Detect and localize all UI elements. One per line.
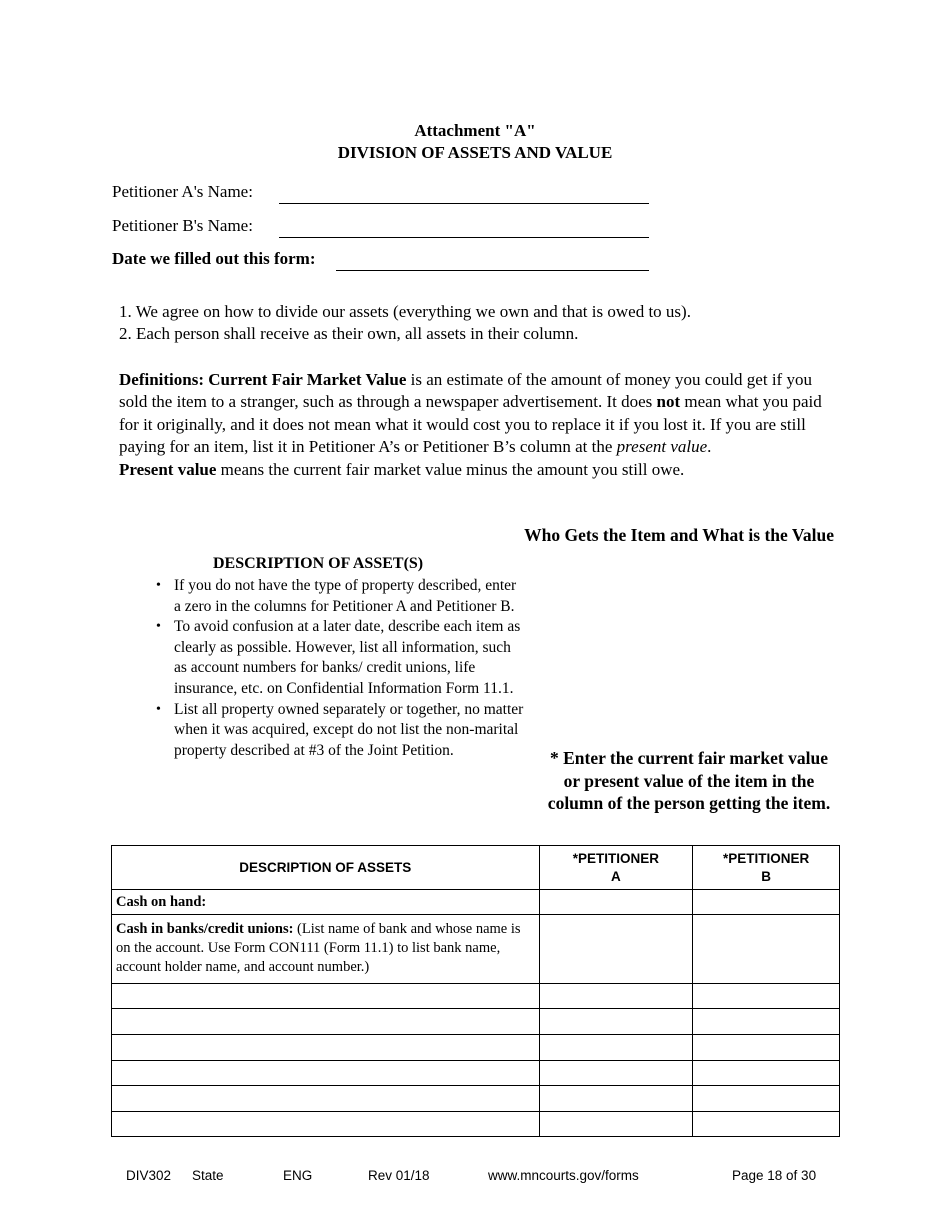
- present-value-term: Present value: [119, 459, 217, 479]
- footer-url[interactable]: www.mncourts.gov/forms: [488, 1168, 639, 1183]
- petitioner-b-value-cell[interactable]: [693, 1061, 840, 1086]
- enter-value-note: * Enter the current fair market value or present value of the item in the column of the person getting the item.: [547, 748, 831, 813]
- petitioner-b-value-cell[interactable]: [693, 1112, 840, 1137]
- attachment-label: Attachment "A": [414, 121, 536, 140]
- cash-in-banks-petitioner-b-cell[interactable]: [693, 915, 840, 984]
- table-header-row: [112, 846, 840, 890]
- description-bullet: • List all property owned separately or together, no matter when it was acquired, except do not list the non-marital property described at #3 of the Joint Petition.: [156, 700, 524, 759]
- footer-page-number: Page 18 of 30: [732, 1168, 817, 1183]
- date-field[interactable]: [336, 252, 649, 271]
- definitions-not: not: [656, 392, 681, 412]
- footer-state: State: [192, 1168, 224, 1183]
- page-title: DIVISION OF ASSETS AND VALUE: [337, 143, 613, 162]
- table-row: [112, 984, 840, 1009]
- petitioner-b-value-cell[interactable]: [693, 1086, 840, 1112]
- table-row: [112, 1035, 840, 1061]
- petitioner-a-value-cell[interactable]: [539, 1086, 693, 1112]
- date-label: Date we filled out this form:: [112, 249, 316, 268]
- petitioner-a-label: Petitioner A's Name:: [112, 182, 253, 201]
- agreement-list: [119, 301, 839, 346]
- cash-on-hand-petitioner-b-cell[interactable]: [693, 890, 840, 915]
- table-row: [112, 1086, 840, 1112]
- asset-description-cell[interactable]: [112, 1035, 540, 1061]
- definitions-text-2: mean what you paid for it originally, and it does not mean what it would cost you to replace it if you lost it. If you are still paying for an item, list it in Petitioner A’s or Petitioner B’s column at the: [119, 392, 822, 457]
- petitioner-a-value-cell[interactable]: [539, 1009, 693, 1035]
- petitioner-b-column-header: *PETITIONER B: [693, 846, 840, 890]
- cash-in-banks-label: Cash in banks/credit unions: (List name of bank and whose name is on the account. Use Form CON111 (Form 11.1) to list bank name, account holder name, and account number.): [112, 915, 540, 984]
- table-row: [112, 1112, 840, 1137]
- petitioner-a-value-cell[interactable]: [539, 1061, 693, 1086]
- agreement-item-1: 1. We agree on how to divide our assets (everything we own and that is owed to us).: [119, 302, 691, 321]
- present-value-definition: means the current fair market value minus the amount you still owe.: [216, 459, 685, 479]
- definitions-paragraph: [119, 369, 837, 481]
- table-row: [112, 1061, 840, 1086]
- table-row: [112, 890, 840, 915]
- footer-revision: Rev 01/18: [368, 1168, 430, 1183]
- petitioner-b-name-field[interactable]: [279, 219, 649, 238]
- assets-table: [111, 845, 840, 1137]
- petitioner-a-value-cell[interactable]: [539, 1112, 693, 1137]
- definitions-present-value: present value: [616, 437, 708, 457]
- description-bullet: • To avoid confusion at a later date, describe each item as clearly as possible. However, list all information, such as account numbers for banks/ credit unions, life insurance, etc. on Confidential Information Form 11.1.: [156, 618, 521, 697]
- cash-in-banks-petitioner-a-cell[interactable]: [539, 915, 693, 984]
- petitioner-a-value-cell[interactable]: [539, 984, 693, 1009]
- description-bullet: • If you do not have the type of property described, enter a zero in the columns for Petitioner A and Petitioner B.: [156, 577, 517, 615]
- footer-form-id: DIV302: [126, 1168, 172, 1183]
- table-row: [112, 915, 840, 984]
- asset-description-cell[interactable]: [112, 1112, 540, 1137]
- asset-description-cell[interactable]: [112, 1086, 540, 1112]
- cash-on-hand-petitioner-a-cell[interactable]: [539, 890, 693, 915]
- asset-description-cell[interactable]: [112, 1009, 540, 1035]
- petitioner-a-name-field[interactable]: [279, 185, 649, 204]
- footer-language: ENG: [283, 1168, 313, 1183]
- agreement-item-2: 2. Each person shall receive as their own, all assets in their column.: [119, 324, 579, 344]
- petitioner-a-value-cell[interactable]: [539, 1035, 693, 1061]
- description-heading: DESCRIPTION OF ASSET(S): [213, 555, 424, 572]
- petitioner-b-value-cell[interactable]: [693, 984, 840, 1009]
- petitioner-b-value-cell[interactable]: [693, 1009, 840, 1035]
- bullet-icon: •: [156, 578, 161, 593]
- petitioner-b-value-cell[interactable]: [693, 1035, 840, 1061]
- cash-on-hand-label: Cash on hand:: [112, 890, 540, 915]
- petitioner-b-label: Petitioner B's Name:: [112, 216, 253, 235]
- asset-description-cell[interactable]: [112, 984, 540, 1009]
- description-column-header: DESCRIPTION OF ASSETS: [112, 846, 540, 890]
- bullet-icon: •: [156, 701, 161, 717]
- description-bullets: [154, 576, 524, 761]
- table-row: [112, 1009, 840, 1035]
- who-gets-heading: Who Gets the Item and What is the Value: [524, 525, 834, 545]
- definitions-text-3: .: [707, 437, 712, 457]
- asset-description-cell[interactable]: [112, 1061, 540, 1086]
- definitions-lead: Definitions: Current Fair Market Value: [119, 370, 407, 389]
- definitions-text-1: is an estimate of the amount of money you could get if you sold the item to a stranger, such as through a newspaper advertisement. It does: [119, 370, 812, 412]
- bullet-icon: •: [156, 619, 161, 635]
- petitioner-a-column-header: *PETITIONER A: [539, 846, 693, 890]
